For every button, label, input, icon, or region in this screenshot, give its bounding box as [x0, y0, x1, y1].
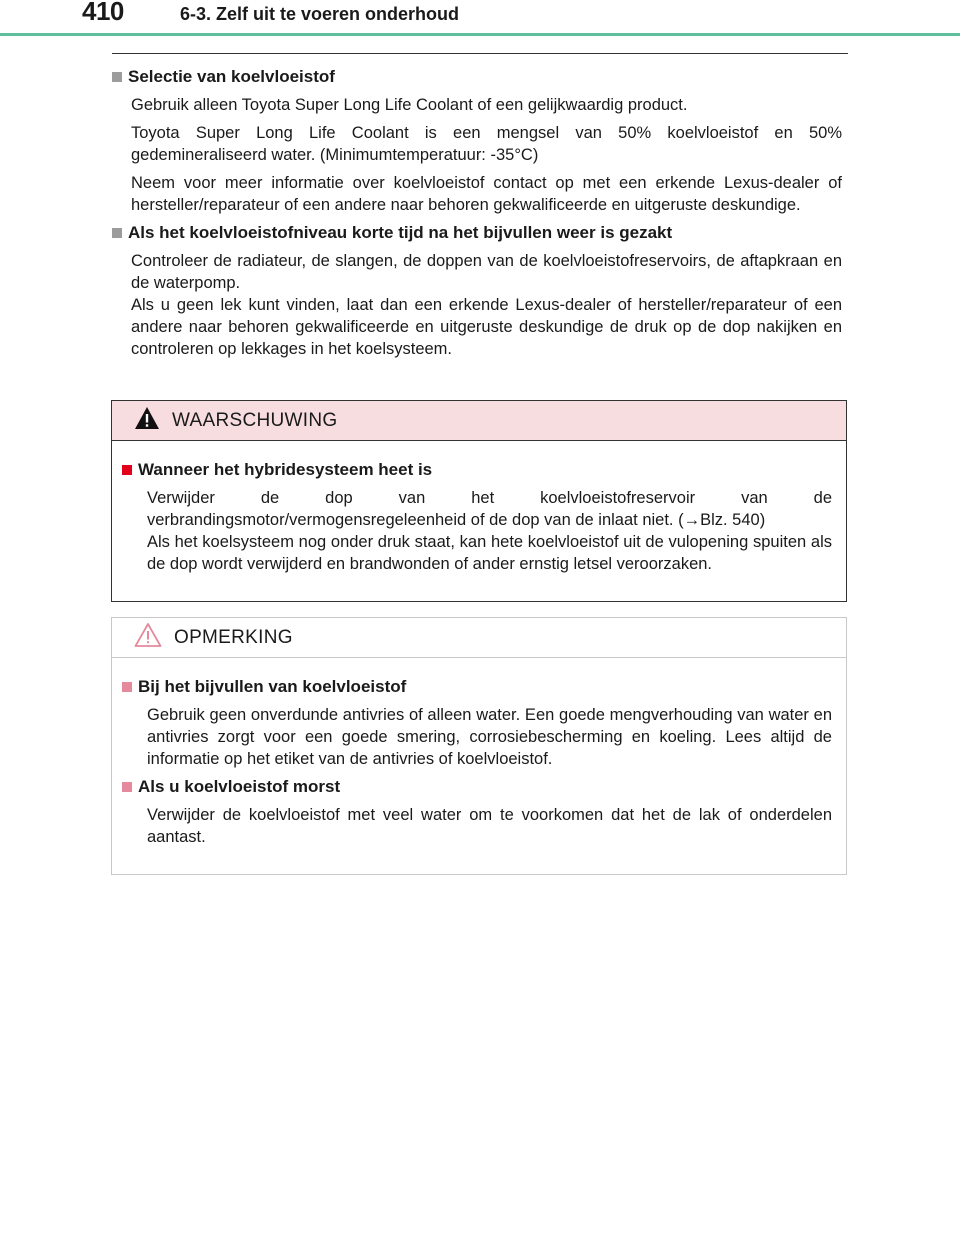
caution-outline-triangle-icon	[134, 622, 162, 653]
notice-paragraph: Gebruik geen onverdunde antivries of alleen water. Een goede mengverhouding van water en antivries zorgt voor een goede smering, corrosiebescherming en koeling. Lees altijd de informatie op het etiket van de antivries of koelvloeistof.	[147, 706, 832, 768]
warning-title: WAARSCHUWING	[172, 409, 338, 431]
main-content	[112, 66, 842, 366]
warning-header	[112, 401, 846, 441]
body-paragraph: Gebruik alleen Toyota Super Long Life Coolant of een gelijkwaardig product.	[131, 96, 688, 114]
warning-body	[112, 441, 846, 575]
header-rule	[0, 33, 960, 36]
body-paragraph: Toyota Super Long Life Coolant is een mengsel van 50% koelvloeistof en 50% gedemineraliseerd water. (Minimumtemperatuur: -35°C)	[131, 124, 842, 164]
warning-triangle-icon	[134, 406, 160, 435]
notice-body	[112, 658, 846, 848]
bullet-square-icon	[122, 682, 132, 692]
section-heading: Als het koelvloeistofniveau korte tijd na het bijvullen weer is gezakt	[112, 222, 842, 244]
bullet-square-icon	[112, 72, 122, 82]
bullet-square-icon	[122, 782, 132, 792]
notice-title: OPMERKING	[174, 626, 293, 648]
warning-heading: Wanneer het hybridesysteem heet is	[122, 459, 832, 481]
warning-box	[111, 400, 847, 602]
page-header	[0, 0, 960, 40]
notice-header	[112, 618, 846, 658]
notice-heading: Bij het bijvullen van koelvloeistof	[122, 676, 832, 698]
notice-box	[111, 617, 847, 875]
bullet-square-icon	[112, 228, 122, 238]
notice-heading: Als u koelvloeistof morst	[122, 776, 832, 798]
bullet-square-icon	[122, 465, 132, 475]
body-paragraph: Neem voor meer informatie over koelvloeistof contact op met een erkende Lexus-dealer of hersteller/reparateur of een andere naar behoren gekwalificeerde en uitgeruste deskundige.	[131, 174, 842, 214]
warning-paragraph: Verwijder de dop van het koelvloeistofreservoir van de verbrandingsmotor/vermogensregeleenheid of de dop van de inlaat niet. (→Blz. 540)	[147, 489, 832, 529]
content-divider	[112, 53, 848, 54]
notice-paragraph: Verwijder de koelvloeistof met veel water om te voorkomen dat het de lak of onderdelen aantast.	[147, 806, 832, 846]
body-paragraph: Controleer de radiateur, de slangen, de doppen van de koelvloeistofreservoirs, de aftapkraan en de waterpomp.	[131, 252, 842, 292]
body-paragraph: Als u geen lek kunt vinden, laat dan een erkende Lexus-dealer of hersteller/reparateur of een andere naar behoren gekwalificeerde en uitgeruste deskundige de druk op de dop nakijken en controleren op lekkages in het koelsysteem.	[131, 296, 842, 358]
section-heading: Selectie van koelvloeistof	[112, 66, 842, 88]
page-number: 410	[82, 0, 124, 26]
warning-paragraph: Als het koelsysteem nog onder druk staat, kan hete koelvloeistof uit de vulopening spuiten als de dop wordt verwijderd en brandwonden of ander ernstig letsel veroorzaken.	[147, 533, 832, 573]
section-title: 6-3. Zelf uit te voeren onderhoud	[180, 4, 460, 24]
